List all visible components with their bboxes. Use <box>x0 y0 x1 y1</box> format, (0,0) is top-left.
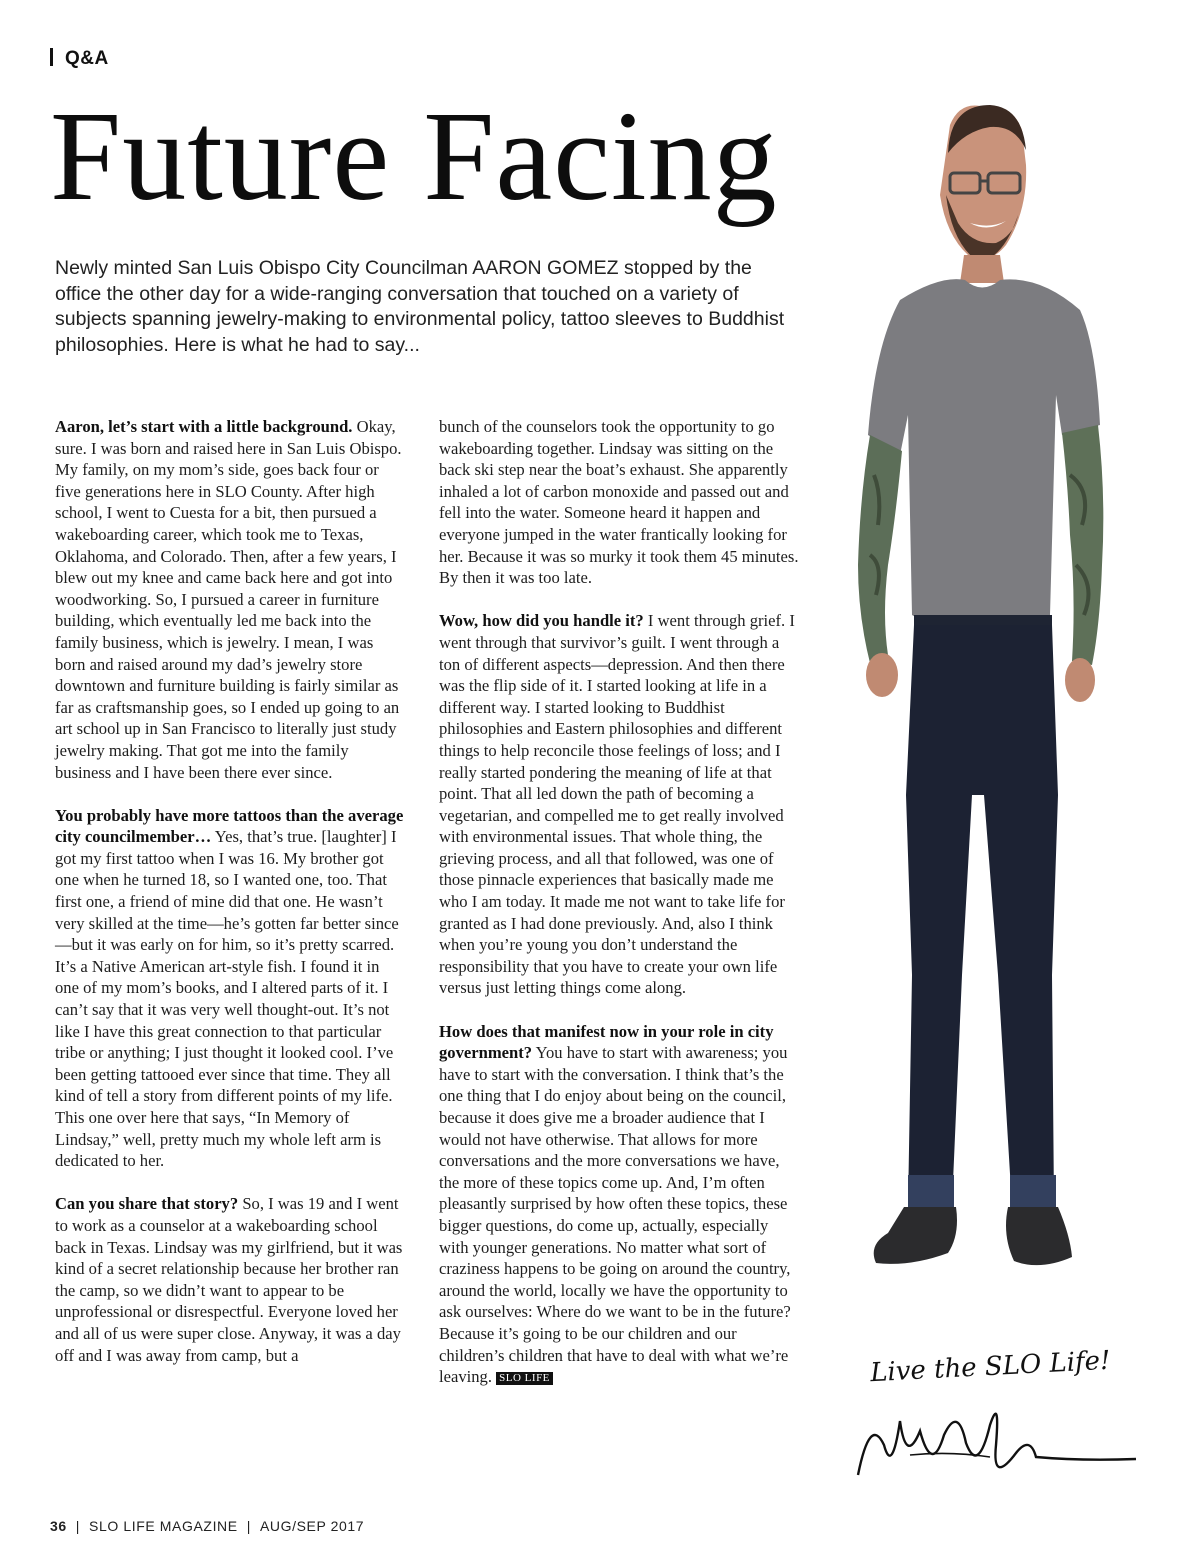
answer: Okay, sure. I was born and raised here in San Luis Obispo. My family, on my mom’s side, goes back four or five generations here in SLO County. After high school, I went to Cuesta for a bit, then pursued a wakeboarding career, which took me to Texas, Oklahoma, and Colorado. Then, after a few years, I blew out my knee and came back here and got into woodworking. So, I pursued a career in furniture building, which eventually led me back into the family business, which is jewelry. I mean, I was born and raised around my dad’s jewelry store downtown and furniture building is fairly similar as far as craftsmanship goes, so I ended up going to an art school up in San Francisco to literally just study jewelry making. That got me into the family business and I have been there ever since. <box>55 417 402 782</box>
qa-block-4 <box>439 610 801 999</box>
page-number: 36 <box>50 1518 67 1534</box>
answer: You have to start with awareness; you have to start with the conversation. I think that’s the one thing that I do enjoy about being on the council, because it does give me a broader audience that I would not have otherwise. That allows for more conversations and the more conversations we have, the more of these topics come up. And, I’m often pleasantly surprised by how often these topics, these bigger questions, do come up, actually, especially with younger generations. No matter what sort of craziness happens to be going on around the country, around the world, locally we have the opportunity to ask ourselves: Where do we want to be in the future? Because it’s going to be our children and our children’s children that have to deal with what we’re leaving. <box>439 1043 791 1387</box>
page-footer <box>50 1518 364 1534</box>
qa-block-5 <box>439 1021 801 1388</box>
qa-block-3-continued <box>439 416 801 589</box>
handwritten-note: Live the SLO Life! <box>869 1345 1112 1389</box>
footer-separator: | <box>75 1518 81 1534</box>
answer: bunch of the counselors took the opportunity to go wakeboarding together. Lindsay was sitting on the back ski step near the boat’s exhaust. She apparently inhaled a lot of carbon monoxide and passed out and fell into the water. Someone heard it happen and everyone jumped in the water frantically looking for her. Because it was so murky it took them 45 minutes. By then it was too late. <box>439 417 799 588</box>
footer-separator: | <box>246 1518 251 1534</box>
headline: Future Facing <box>50 85 778 227</box>
qa-block-1 <box>55 416 407 783</box>
intro-paragraph: Newly minted San Luis Obispo City Councilman AARON GOMEZ stopped by the office the other day for a wide-ranging conversation that touched on a variety of subjects spanning jewelry-making to environmental policy, tattoo sleeves to Buddhist philosophies. Here is what he had to say... <box>55 257 785 356</box>
column-left <box>55 416 407 1388</box>
end-mark: SLO LIFE <box>496 1372 553 1385</box>
issue-date: AUG/SEP 2017 <box>259 1518 365 1534</box>
portrait-photo <box>800 95 1130 1335</box>
question: Wow, how did you handle it? <box>439 611 644 631</box>
answer: So, I was 19 and I went to work as a counselor at a wakeboarding school back in Texas. Lindsay was my girlfriend, but it was kind of a secret relationship because her brother ran the camp, so we didn’t want to appear to be unprofessional or disrespectful. Everyone loved her and all of us were super close. Anyway, it was a day off and I was away from camp, but a <box>55 1194 403 1365</box>
answer: Yes, that’s true. [laughter] I got my first tattoo when I was 16. My brother got one when he turned 18, so I wanted one, too. That first one, a friend of mine did that one. He wasn’t very skilled at the time—he’s gotten far better since—but it was early on for him, so it’s pretty scarred. It’s a Native American art-style fish. I found it in one of my mom’s books, and I altered parts of it. I can’t say that it was very well thought-out. It’s not like I have this great connection to that particular tribe or anything; I just thought it looked cool. I’ve been getting tattooed ever since that time. They all kind of tell a story from different points of my life. This one over here that says, “In Memory of Lindsay,” well, pretty much my whole left arm is dedicated to her. <box>55 827 399 1171</box>
question: You probably have more tattoos than the average city councilmember… <box>55 805 404 847</box>
autograph <box>840 1325 1140 1495</box>
signature <box>858 1414 1136 1475</box>
section-label <box>50 48 109 70</box>
qa-block-3 <box>55 1193 407 1366</box>
question: Aaron, let’s start with a little background. <box>55 417 353 436</box>
section-label-text: Q&A <box>65 48 109 69</box>
magazine-name: SLO LIFE MAGAZINE <box>89 1518 238 1534</box>
qa-block-2 <box>55 805 407 1172</box>
section-bar <box>50 48 53 66</box>
question: How does that manifest now in your role in city government? <box>439 1021 774 1063</box>
column-right <box>439 416 801 1409</box>
question: Can you share that story? <box>55 1194 239 1214</box>
answer: I went through grief. I went through that survivor’s guilt. I went through a ton of different aspects—depression. And then there was the flip side of it. I started looking at life in a different way. I started looking to Buddhist philosophies and Eastern philosophies and different things to help reconcile those feelings of loss; and I really started pondering the meaning of life at that point. That all led down the path of becoming a vegetarian, and compelled me to get really involved with environmental issues. That whole thing, the grieving process, and all that followed, was one of those pinnacle experiences that basically made me who I am today. It made me not want to take life for granted as I had done previously. And, also I think when you’re young you don’t understand the responsibility that you have to create your own life versus just letting things come along. <box>439 611 795 998</box>
